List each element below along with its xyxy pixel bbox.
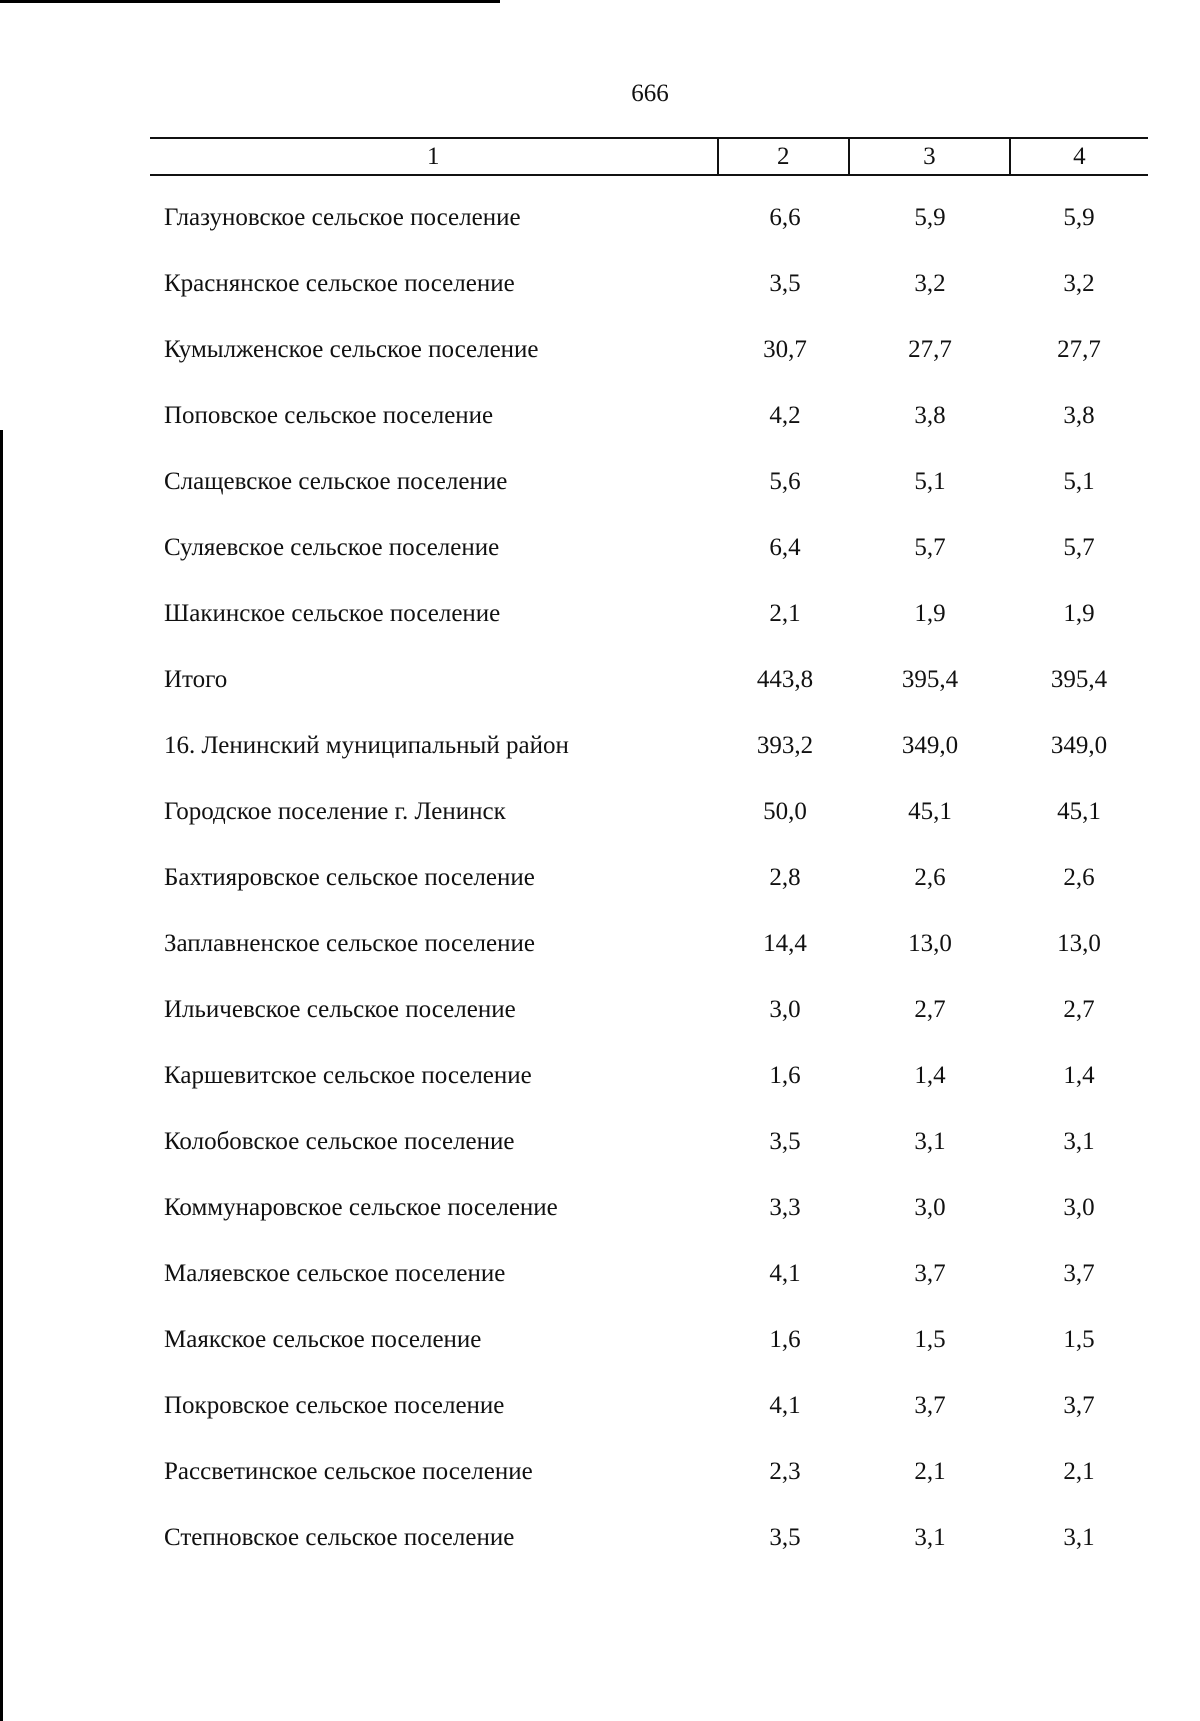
row-col4-cell: 1,4	[1063, 1062, 1095, 1089]
row-col3-cell: 3,2	[914, 270, 946, 297]
row-col2-cell: 3,0	[769, 996, 801, 1023]
row-name-cell: Глазуновское сельское поселение	[164, 204, 521, 231]
table-row	[150, 1043, 1148, 1109]
page-number: 666	[631, 80, 669, 107]
row-name-cell: Городское поселение г. Ленинск	[164, 798, 506, 825]
row-col3-cell: 5,7	[914, 534, 946, 561]
row-col2-cell: 3,3	[769, 1194, 801, 1221]
row-col2-cell: 5,6	[769, 468, 801, 495]
row-col3-cell: 13,0	[908, 930, 952, 957]
row-col3-cell: 2,6	[914, 864, 946, 891]
row-name-cell: Покровское сельское поселение	[164, 1392, 505, 1419]
table-row	[150, 911, 1148, 977]
row-col2-cell: 4,2	[769, 402, 801, 429]
row-col3-cell: 3,7	[914, 1260, 946, 1287]
row-col4-cell: 45,1	[1057, 798, 1101, 825]
table-row	[150, 1505, 1148, 1571]
row-col3-cell: 395,4	[901, 666, 959, 693]
table-row	[150, 1307, 1148, 1373]
table-row	[150, 845, 1148, 911]
row-name-cell: Рассветинское сельское поселение	[164, 1458, 533, 1485]
row-col3-cell: 2,7	[914, 996, 946, 1023]
row-col4-cell: 5,9	[1063, 204, 1095, 231]
row-col2-cell: 3,5	[769, 1524, 801, 1551]
row-col4-cell: 3,7	[1063, 1392, 1095, 1419]
row-name-cell: Маякское сельское поселение	[164, 1326, 482, 1353]
table-row	[150, 1109, 1148, 1175]
table-row	[150, 581, 1148, 647]
row-col4-cell: 3,2	[1063, 270, 1095, 297]
table-row	[150, 1175, 1148, 1241]
table-row	[150, 1439, 1148, 1505]
row-col4-cell: 27,7	[1057, 336, 1101, 363]
row-col3-cell: 349,0	[901, 732, 959, 759]
table-row	[150, 647, 1148, 713]
row-name-cell: Заплавненское сельское поселение	[164, 930, 535, 957]
row-col2-cell: 2,1	[769, 600, 801, 627]
table-body	[150, 185, 1148, 1571]
table-row	[150, 317, 1148, 383]
row-col4-cell: 3,1	[1063, 1128, 1095, 1155]
row-name-cell: Колобовское сельское поселение	[164, 1128, 515, 1155]
row-col4-cell: 13,0	[1057, 930, 1101, 957]
row-col4-cell: 349,0	[1050, 732, 1108, 759]
row-col3-cell: 3,1	[914, 1524, 946, 1551]
row-col3-cell: 1,4	[914, 1062, 946, 1089]
table-row	[150, 1373, 1148, 1439]
row-col2-cell: 3,5	[769, 1128, 801, 1155]
table-row	[150, 185, 1148, 251]
row-name-cell: Маляевское сельское поселение	[164, 1260, 506, 1287]
row-name-cell: Суляевское сельское поселение	[164, 534, 500, 561]
row-col2-cell: 1,6	[769, 1326, 801, 1353]
table-row	[150, 977, 1148, 1043]
row-name-cell: Степновское сельское поселение	[164, 1524, 515, 1551]
row-col4-cell: 3,8	[1063, 402, 1095, 429]
row-col3-cell: 5,1	[914, 468, 946, 495]
table-row	[150, 515, 1148, 581]
row-col2-cell: 443,8	[756, 666, 814, 693]
row-col3-cell: 2,1	[914, 1458, 946, 1485]
row-name-cell: 16. Ленинский муниципальный район	[164, 732, 569, 759]
row-name-cell: Шакинское сельское поселение	[164, 600, 501, 627]
row-col2-cell: 2,8	[769, 864, 801, 891]
table-header	[150, 137, 1148, 176]
row-col4-cell: 2,7	[1063, 996, 1095, 1023]
row-col4-cell: 395,4	[1050, 666, 1108, 693]
row-col3-cell: 45,1	[908, 798, 952, 825]
row-col4-cell: 3,7	[1063, 1260, 1095, 1287]
row-col2-cell: 393,2	[756, 732, 814, 759]
row-col3-cell: 1,9	[914, 600, 946, 627]
row-col2-cell: 30,7	[763, 336, 807, 363]
row-col4-cell: 5,1	[1063, 468, 1095, 495]
header-col-4: 4	[1009, 139, 1148, 174]
header-col-3: 3	[848, 139, 1009, 174]
row-name-cell: Каршевитское сельское поселение	[164, 1062, 532, 1089]
row-col3-cell: 3,7	[914, 1392, 946, 1419]
row-name-cell: Слащевское сельское поселение	[164, 468, 508, 495]
row-col2-cell: 50,0	[763, 798, 807, 825]
row-col2-cell: 1,6	[769, 1062, 801, 1089]
row-col2-cell: 3,5	[769, 270, 801, 297]
row-col3-cell: 3,1	[914, 1128, 946, 1155]
header-col-1: 1	[427, 142, 440, 170]
row-col3-cell: 3,0	[914, 1194, 946, 1221]
table-row	[150, 1241, 1148, 1307]
row-name-cell: Бахтияровское сельское поселение	[164, 864, 535, 891]
row-col2-cell: 4,1	[769, 1392, 801, 1419]
row-col2-cell: 2,3	[769, 1458, 801, 1485]
row-name-cell: Краснянское сельское поселение	[164, 270, 515, 297]
row-col3-cell: 1,5	[914, 1326, 946, 1353]
scan-edge-left	[0, 430, 3, 1721]
table-row	[150, 779, 1148, 845]
row-col4-cell: 3,1	[1063, 1524, 1095, 1551]
row-col3-cell: 5,9	[914, 204, 946, 231]
row-col4-cell: 2,6	[1063, 864, 1095, 891]
row-col3-cell: 27,7	[908, 336, 952, 363]
row-col2-cell: 14,4	[763, 930, 807, 957]
table-row	[150, 449, 1148, 515]
row-name-cell: Поповское сельское поселение	[164, 402, 494, 429]
row-name-cell: Ильичевское сельское поселение	[164, 996, 516, 1023]
table-row	[150, 383, 1148, 449]
row-col2-cell: 6,4	[769, 534, 801, 561]
row-col2-cell: 6,6	[769, 204, 801, 231]
row-col4-cell: 2,1	[1063, 1458, 1095, 1485]
row-col4-cell: 1,9	[1063, 600, 1095, 627]
row-name-cell: Коммунаровское сельское поселение	[164, 1194, 558, 1221]
row-col4-cell: 5,7	[1063, 534, 1095, 561]
row-col4-cell: 1,5	[1063, 1326, 1095, 1353]
table-row	[150, 713, 1148, 779]
row-col4-cell: 3,0	[1063, 1194, 1095, 1221]
header-col-2: 2	[717, 139, 848, 174]
table-row	[150, 251, 1148, 317]
scan-edge-top	[0, 0, 500, 3]
row-col3-cell: 3,8	[914, 402, 946, 429]
row-col2-cell: 4,1	[769, 1260, 801, 1287]
row-name-cell: Кумылженское сельское поселение	[164, 336, 539, 363]
row-name-cell: Итого	[164, 666, 228, 693]
